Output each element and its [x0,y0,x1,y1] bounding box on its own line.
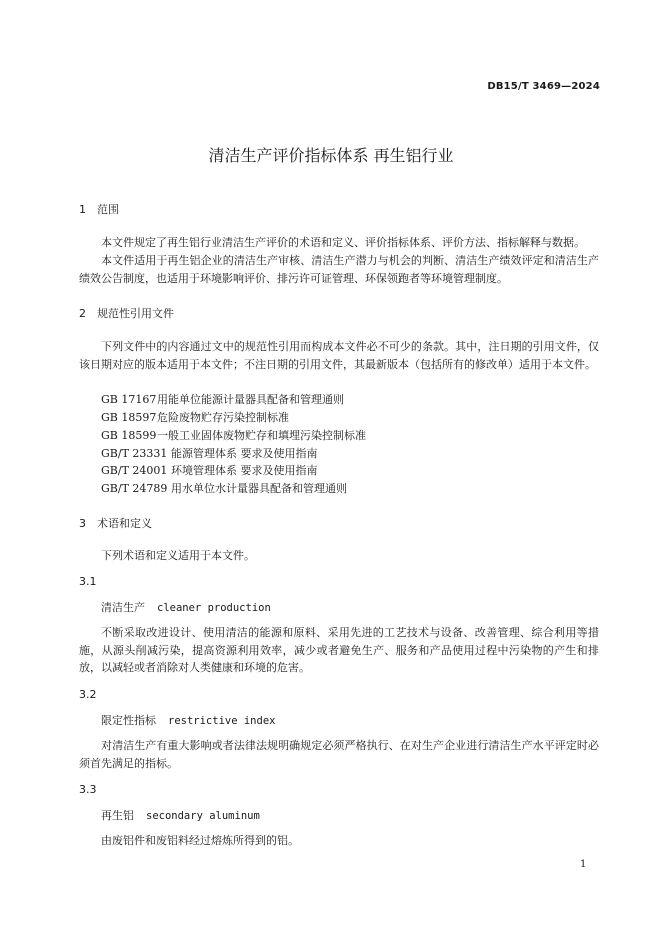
reference-title: 能源管理体系 要求及使用指南 [171,447,318,460]
term-entry [101,712,275,728]
term-zh: 清洁生产 [101,601,145,614]
term-en: secondary aluminum [146,810,260,822]
page-title: 清洁生产评价指标体系 再生铝行业 [208,146,454,165]
reference-title: 用水单位水计量器具配备和管理通则 [171,482,347,495]
section-number: 3 [79,517,86,530]
reference-code: GB/T 23331 [101,447,168,460]
section-heading-references [79,305,174,321]
page-number: 1 [580,859,587,870]
section-heading-scope [79,201,119,217]
scope-paragraph-2: 本文件适用于再生铝企业的清洁生产审核、清洁生产潜力与机会的判断、清洁生产绩效评定和清洁生产绩效公告制度，也适用于环境影响评价、排污许可证管理、环保领跑者等环境管理制度。 [79,254,599,285]
reference-title: 环境管理体系 要求及使用指南 [171,464,318,477]
references-paragraph: 下列文件中的内容通过文中的规范性引用而构成本文件必不可少的条款。其中，注日期的引用文件，仅该日期对应的版本适用于本文件；不注日期的引用文件，其最新版本（包括所有的修改单）适用于本文件。 [79,340,599,371]
term-entry [101,807,260,823]
reference-code: GB/T 24001 [101,464,168,477]
section-title: 术语和定义 [97,517,152,530]
term-number: 3.1 [79,575,97,588]
term-number: 3.3 [79,783,97,796]
term-number: 3.2 [79,688,97,701]
reference-item [101,462,318,478]
section-number: 1 [79,203,86,216]
term-en: restrictive index [168,715,276,727]
reference-item [101,409,289,425]
reference-title: 用能单位能源计量器具配备和管理通则 [157,393,344,406]
reference-code: GB 18597 [101,411,157,424]
term-zh: 再生铝 [101,809,134,822]
reference-code: GB 17167 [101,393,157,406]
term-definition: 由废铝件和废铝料经过熔炼所得到的铝。 [101,834,299,847]
reference-title: 一般工业固体废物贮存和填埋污染控制标准 [157,429,366,442]
term-en: cleaner production [157,602,271,614]
terms-intro: 下列术语和定义适用于本文件。 [101,549,255,562]
document-number: DB15/T 3469—2024 [487,81,600,92]
section-title: 规范性引用文件 [97,307,174,320]
reference-code: GB/T 24789 [101,482,168,495]
section-number: 2 [79,307,86,320]
reference-item [101,391,344,407]
reference-title: 危险废物贮存污染控制标准 [157,411,289,424]
section-title: 范围 [97,203,119,216]
reference-item [101,427,366,443]
reference-code: GB 18599 [101,429,157,442]
term-entry [101,599,271,615]
scope-paragraph-1: 本文件规定了再生铝行业清洁生产评价的术语和定义、评价指标体系、评价方法、指标解释与数据。 [101,236,585,249]
term-zh: 限定性指标 [101,714,156,727]
reference-item [101,445,318,461]
section-heading-terms [79,515,152,531]
term-definition: 对清洁生产有重大影响或者法律法规明确规定必须严格执行、在对生产企业进行清洁生产水平评定时必须首先满足的指标。 [79,739,599,770]
reference-item [101,480,347,496]
term-definition: 不断采取改进设计、使用清洁的能源和原料、采用先进的工艺技术与设备、改善管理、综合利用等措施，从源头削减污染，提高资源利用效率，减少或者避免生产、服务和产品使用过程中污染物的产生和排放，以减轻或者消除对人类健康和环境的危害。 [79,626,599,674]
